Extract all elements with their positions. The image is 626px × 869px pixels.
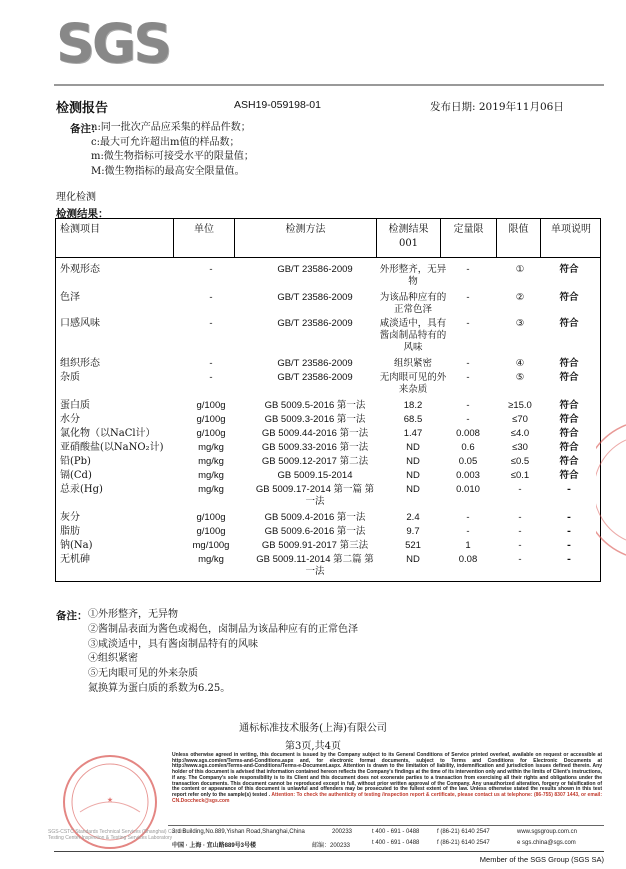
- row-range: ②: [515, 292, 525, 303]
- row-unit: -: [209, 292, 213, 303]
- row-unit: -: [209, 264, 213, 275]
- row-limit: 0.003: [456, 470, 480, 481]
- row-item: 色泽: [60, 292, 80, 303]
- row-method: GB 5009.3-2016 第一法: [264, 414, 366, 425]
- row-verdict: 符合: [559, 372, 579, 383]
- row-method: GB/T 23586-2009: [277, 264, 353, 275]
- footer-divider: [54, 851, 604, 852]
- row-result: ND: [406, 456, 420, 467]
- row-range: -: [518, 526, 522, 537]
- remark-line: ①外形整齐，无异物: [88, 609, 178, 620]
- row-unit: -: [209, 358, 213, 369]
- row-limit: -: [466, 526, 470, 537]
- row-result: 无肉眼可见的外 来杂质: [379, 372, 447, 395]
- row-limit: 0.05: [458, 456, 478, 467]
- row-limit: 0.6: [461, 442, 475, 453]
- row-range: ①: [515, 264, 525, 275]
- row-item: 组织形态: [60, 358, 100, 369]
- row-unit: g/100g: [196, 512, 226, 523]
- report-number: ASH19-059198-01: [234, 99, 321, 111]
- row-verdict: 符合: [559, 470, 579, 481]
- row-verdict: 符合: [559, 414, 579, 425]
- row-unit: mg/kg: [198, 470, 224, 481]
- row-method: GB 5009.6-2016 第一法: [264, 526, 366, 537]
- address-divider: [168, 825, 604, 826]
- row-unit: mg/kg: [198, 484, 224, 495]
- row-range: -: [518, 540, 522, 551]
- row-verdict: -: [567, 512, 571, 523]
- row-limit: 0.010: [456, 484, 480, 495]
- remark-line: ④组织紧密: [88, 653, 138, 665]
- note-line: m:微生物指标可接受水平的限量值；: [91, 151, 254, 162]
- authenticity-notice: Attention: To check the authenticity of testing /inspection report & certificate, please contact us at telephone: (86-755) 8307 1443, or email: CN.Doccheck@sgs.com: [172, 791, 602, 804]
- header-range: 限值: [508, 224, 529, 235]
- terms-fine-print: Unless otherwise agreed in writing, this document is issued by the Company subject to its General Conditions of Service printed overleaf, available on request or accessible at http://www.sgs.com/en/Terms-and-Conditions.aspx and, for electronic format documents, subject to Terms and Conditions for Electronic Documents at http://www.sgs.com/en/Terms-and-Conditions/Terms-e-Document.aspx. Attention is drawn to the limitation of liability, indemnification and jurisdiction issues defined therein. Any holder of this document is advised that information contained hereon reflects the Company's findings at the time of its intervention only and within the limits of Client's instructions, if any. The Company's sole responsibility is to its Client and this document does not exonerate parties to a transaction from exercising all their rights and obligations under the transaction documents. This document cannot be reproduced except in full, without prior written approval of the Company. Any unauthorized alteration, forgery or falsification of the content or appearance of this document is unlawful and offenders may be prosecuted to the fullest extent of the law. Unless otherwise stated the results shown in this test report refer only to the sample(s) tested . Attention: To check the authenticity of testing /inspection report & certificate, please contact us at telephone: (86-755) 8307 1443, or email: CN.Doccheck@sgs.com: [172, 752, 602, 804]
- row-item: 氯化物（以NaCl计）: [60, 428, 156, 439]
- row-result: 521: [405, 540, 421, 551]
- row-result: 2.4: [406, 512, 420, 523]
- row-result: 外形整齐，无异 物: [379, 264, 447, 287]
- company-name: 通标标准技术服务(上海)有限公司: [239, 723, 387, 734]
- row-unit: mg/kg: [198, 456, 224, 467]
- remarks-list: [88, 608, 358, 697]
- remark-line: 氮换算为蛋白质的系数为6.25。: [88, 682, 231, 694]
- row-item: 脂肪: [60, 526, 80, 537]
- row-range: ⑤: [515, 372, 525, 383]
- row-unit: g/100g: [196, 414, 226, 425]
- row-verdict: 符合: [559, 264, 579, 275]
- row-method: GB 5009.4-2016 第一法: [264, 512, 366, 523]
- section-label: 理化检测: [56, 192, 96, 203]
- row-method: GB 5009.5-2016 第一法: [264, 400, 366, 411]
- row-item: 镉(Cd): [60, 470, 92, 481]
- row-verdict: 符合: [559, 428, 579, 439]
- header-limit: 定量限: [453, 224, 484, 235]
- postcode-cn: 邮编：200233: [312, 843, 351, 849]
- row-range: ≤0.5: [510, 456, 530, 467]
- row-result: 1.47: [403, 428, 423, 439]
- row-result: 18.2: [403, 400, 423, 411]
- header-unit: 单位: [194, 224, 214, 235]
- row-method: GB/T 23586-2009: [277, 292, 353, 303]
- row-verdict: 符合: [559, 318, 579, 329]
- telephone: t 400 - 691 - 0488: [372, 829, 420, 835]
- row-range: ≤4.0: [510, 428, 530, 439]
- row-limit: 0.08: [458, 554, 478, 565]
- row-item: 亚硝酸盐(以NaNO₂计): [60, 442, 164, 453]
- member-line: Member of the SGS Group (SGS SA): [479, 855, 604, 864]
- header-result: 检测结果 001: [388, 224, 429, 249]
- address-en: 3rd Building,No.889,Yishan Road,Shanghai,China: [172, 829, 305, 835]
- header-verdict: 单项说明: [551, 224, 591, 235]
- row-item: 外观形态: [60, 264, 100, 275]
- header-item: 检测项目: [60, 224, 100, 235]
- row-range: -: [518, 484, 522, 495]
- telephone-cn: t 400 - 691 - 0488: [372, 840, 420, 846]
- header-divider: [54, 84, 604, 86]
- row-item: 铅(Pb): [60, 456, 91, 467]
- row-method: GB 5009.44-2016 第一法: [261, 428, 369, 439]
- row-limit: 1: [465, 540, 471, 551]
- row-unit: g/100g: [196, 400, 226, 411]
- row-limit: -: [466, 292, 470, 303]
- row-unit: -: [209, 318, 213, 329]
- row-method: GB/T 23586-2009: [277, 358, 353, 369]
- side-stamp: [596, 420, 626, 560]
- row-unit: -: [209, 372, 213, 383]
- row-item: 蛋白质: [60, 400, 90, 411]
- row-unit: mg/kg: [198, 554, 224, 565]
- fax-cn: f (86-21) 6140 2547: [437, 840, 490, 846]
- row-verdict: 符合: [559, 400, 579, 411]
- note-line: n:同一批次产品应采集的样品件数；: [91, 122, 251, 133]
- fax: f (86-21) 6140 2547: [437, 829, 490, 835]
- row-verdict: -: [567, 526, 571, 537]
- row-unit: mg/100g: [192, 540, 230, 551]
- row-item: 杂质: [60, 372, 80, 383]
- row-method: GB/T 23586-2009: [277, 372, 353, 383]
- row-range: ④: [515, 358, 525, 369]
- results-table: [55, 218, 601, 582]
- row-result: 咸淡适中，具有 酱卤制品特有的 风味: [379, 318, 447, 353]
- row-range: -: [518, 554, 522, 565]
- row-item: 钠(Na): [60, 540, 93, 551]
- row-verdict: -: [567, 540, 571, 551]
- remark-line: ⑤无肉眼可见的外来杂质: [88, 668, 198, 680]
- row-unit: g/100g: [196, 526, 226, 537]
- svg-text:★: ★: [106, 796, 114, 804]
- row-limit: -: [466, 512, 470, 523]
- report-title: 检测报告: [56, 101, 109, 116]
- postcode: 200233: [332, 829, 353, 835]
- row-limit: -: [466, 414, 470, 425]
- results-label: 检测结果：: [56, 208, 109, 220]
- row-result: 9.7: [406, 526, 420, 537]
- sgs-logo: SGS: [56, 12, 170, 75]
- row-limit: -: [466, 264, 470, 275]
- remarks-label: 备注：: [56, 610, 88, 622]
- row-result: ND: [406, 484, 420, 495]
- row-item: 灰分: [60, 512, 80, 523]
- row-unit: mg/kg: [198, 442, 224, 453]
- row-verdict: 符合: [559, 292, 579, 303]
- issue-date: 发布日期: 2019年11月06日: [430, 101, 564, 113]
- row-verdict: 符合: [559, 358, 579, 369]
- row-result: 为该品种应有的 正常色泽: [379, 292, 447, 315]
- row-verdict: 符合: [559, 456, 579, 467]
- row-item: 总汞(Hg): [60, 484, 103, 495]
- row-limit: 0.008: [456, 428, 480, 439]
- row-method: GB 5009.33-2016 第一法: [261, 442, 369, 453]
- row-item: 水分: [60, 414, 80, 425]
- row-result: 组织紧密: [393, 358, 432, 369]
- seal-caption: SGS-CSTC Standards Technical Services (Shanghai) Co., Ltd. Testing Center Inspection & Testing Services Laboratory: [48, 829, 187, 841]
- row-limit: -: [466, 400, 470, 411]
- row-method: GB 5009.11-2014 第二篇 第 一法: [256, 554, 374, 577]
- row-unit: g/100g: [196, 428, 226, 439]
- email: e sgs.china@sgs.com: [517, 840, 576, 846]
- row-range: ≤70: [512, 414, 528, 425]
- row-limit: -: [466, 358, 470, 369]
- page-number: 第3页,共4页: [285, 741, 341, 752]
- row-result: ND: [406, 442, 420, 453]
- row-verdict: -: [567, 554, 571, 565]
- header-method: 检测方法: [285, 224, 326, 235]
- row-limit: -: [466, 318, 470, 329]
- row-method: GB/T 23586-2009: [277, 318, 353, 329]
- row-item: 口感风味: [60, 318, 100, 329]
- note-line: M:微生物指标的最高安全限量值。: [91, 165, 245, 177]
- remark-line: ②酱制品表面为酱色或褐色，卤制品为该品种应有的正常色泽: [88, 623, 358, 635]
- address-cn: 中国 · 上海 · 宜山路889号3号楼: [172, 843, 257, 849]
- website: www.sgsgroup.com.cn: [517, 829, 578, 835]
- row-result: 68.5: [403, 414, 423, 425]
- row-result: ND: [406, 554, 420, 565]
- notes-list: [91, 121, 254, 179]
- row-item: 无机砷: [60, 554, 90, 565]
- row-method: GB 5009.12-2017 第二法: [261, 456, 369, 467]
- remark-line: ③咸淡适中，具有酱卤制品特有的风味: [88, 638, 258, 650]
- row-method: GB 5009.17-2014 第一篇 第 一法: [255, 484, 375, 507]
- row-range: ≤0.1: [510, 470, 530, 481]
- row-method: GB 5009.15-2014: [277, 470, 353, 481]
- row-range: ≤30: [512, 442, 528, 453]
- notes-label: 备注：: [70, 123, 102, 135]
- row-range: -: [518, 512, 522, 523]
- note-line: c:最大可允许超出m值的样品数；: [91, 136, 240, 148]
- row-method: GB 5009.91-2017 第三法: [261, 540, 369, 551]
- row-verdict: 符合: [559, 442, 579, 453]
- row-result: ND: [406, 470, 420, 481]
- row-range: ≥15.0: [508, 400, 532, 411]
- row-range: ③: [515, 318, 525, 329]
- row-limit: -: [466, 372, 470, 383]
- row-verdict: -: [567, 484, 571, 495]
